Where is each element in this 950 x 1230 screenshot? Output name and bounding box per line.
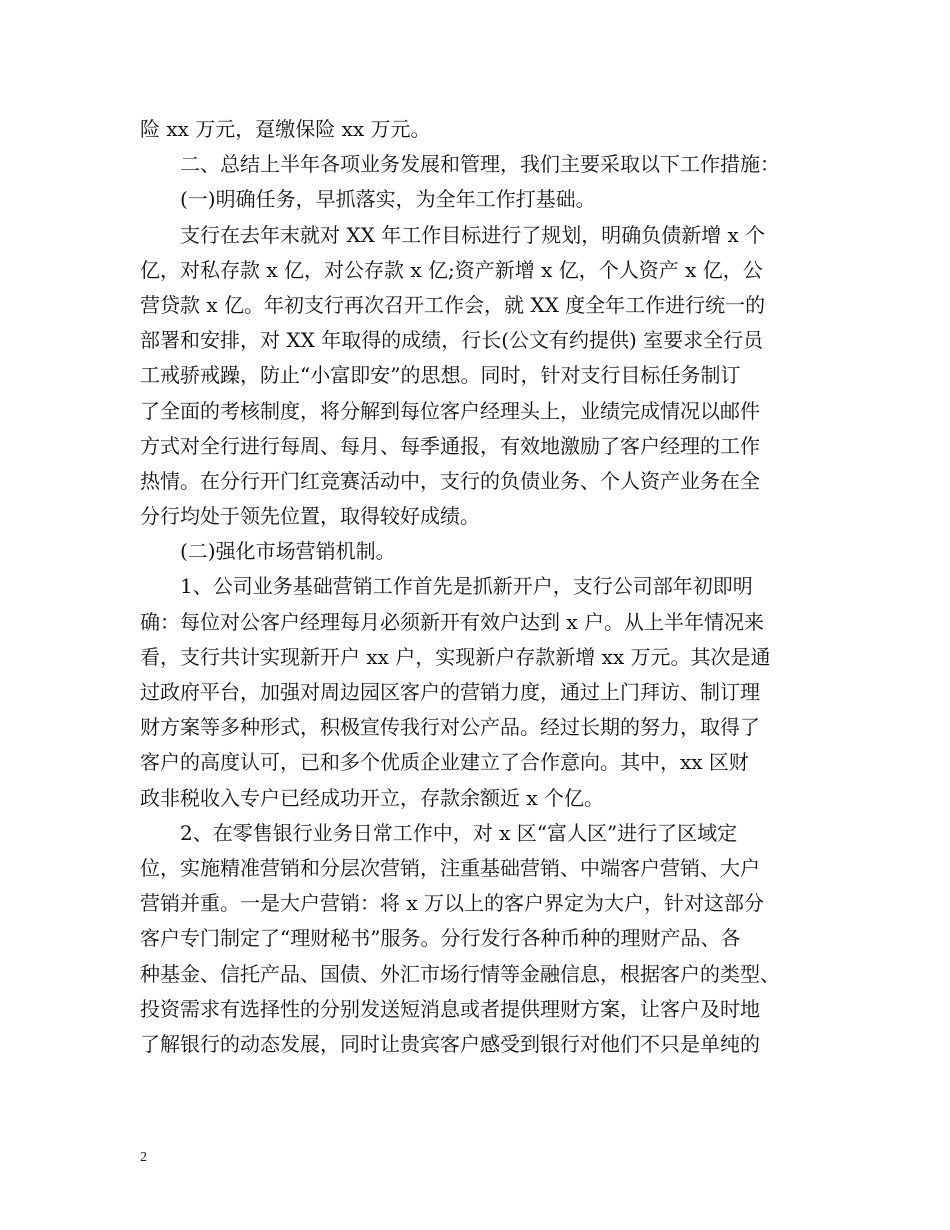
text-line: 营销并重。一是大户营销：将 x 万以上的客户界定为大户，针对这部分 xyxy=(140,891,764,916)
document-body xyxy=(140,112,820,1062)
text-line: 热情。在分行开门红竞赛活动中，支行的负债业务、个人资产业务在全 xyxy=(140,468,760,493)
text-line: (一)明确任务，早抓落实，为全年工作打基础。 xyxy=(140,187,596,212)
text-line: 亿，对私存款 x 亿，对公存款 x 亿;资产新增 x 亿，个人资产 x 亿，公 xyxy=(140,257,763,282)
page-number: 2 xyxy=(140,1150,147,1165)
text-line: 种基金、信托产品、国债、外汇市场行情等金融信息，根据客户的类型、 xyxy=(140,961,780,986)
text-line: 确：每位对公客户经理每月必须新开有效户达到 x 户。从上半年情况来 xyxy=(140,609,764,634)
text-line: 险 xx 万元，趸缴保险 xx 万元。 xyxy=(140,117,431,141)
text-line: 工戒骄戒躁，防止“小富即安”的思想。同时，针对支行目标任务制订 xyxy=(140,363,741,388)
text-line: 二、总结上半年各项业务发展和管理，我们主要采取以下工作措施： xyxy=(140,152,780,177)
text-line: 了解银行的动态发展，同时让贵宾客户感受到银行对他们不只是单纯的 xyxy=(140,1031,760,1056)
text-line: 投资需求有选择性的分别发送短消息或者提供理财方案，让客户及时地 xyxy=(140,996,760,1021)
text-line: 1、公司业务基础营销工作首先是抓新开户，支行公司部年初即明 xyxy=(140,574,753,599)
text-line: 营贷款 x 亿。年初支行再次召开工作会，就 XX 度全年工作进行统一的 xyxy=(140,292,766,317)
text-line: 分行均处于领先位置，取得较好成绩。 xyxy=(140,504,480,529)
text-line: 看，支行共计实现新开户 xx 户，实现新户存款新增 xx 万元。其次是通 xyxy=(140,644,771,669)
text-line: 过政府平台，加强对周边园区客户的营销力度，通过上门拜访、制订理 xyxy=(140,680,760,704)
text-line: 政非税收入专户已经成功开立，存款余额近 x 个亿。 xyxy=(140,785,604,810)
text-line: 客户专门制定了“理财秘书”服务。分行发行各种币种的理财产品、各 xyxy=(140,926,741,951)
text-line: 2、在零售银行业务日常工作中，对 x 区“富人区”进行了区域定 xyxy=(140,820,738,845)
text-line: 支行在去年末就对 XX 年工作目标进行了规划，明确负债新增 x 个 xyxy=(140,222,766,247)
text-line: 位，实施精准营销和分层次营销，注重基础营销、中端客户营销、大户 xyxy=(140,855,760,880)
text-line: (二)强化市场营销机制。 xyxy=(140,539,396,564)
text-line: 客户的高度认可，已和多个优质企业建立了合作意向。其中，xx 区财 xyxy=(140,750,749,775)
text-line: 部署和安排，对 XX 年取得的成绩，行长(公文有约提供) 室要求全行员 xyxy=(140,328,764,353)
text-line: 方式对全行进行每周、每月、每季通报，有效地激励了客户经理的工作 xyxy=(140,433,760,458)
text-line: 财方案等多种形式，积极宣传我行对公产品。经过长期的努力，取得了 xyxy=(140,715,760,740)
text-line: 了全面的考核制度，将分解到每位客户经理头上，业绩完成情况以邮件 xyxy=(140,398,760,423)
